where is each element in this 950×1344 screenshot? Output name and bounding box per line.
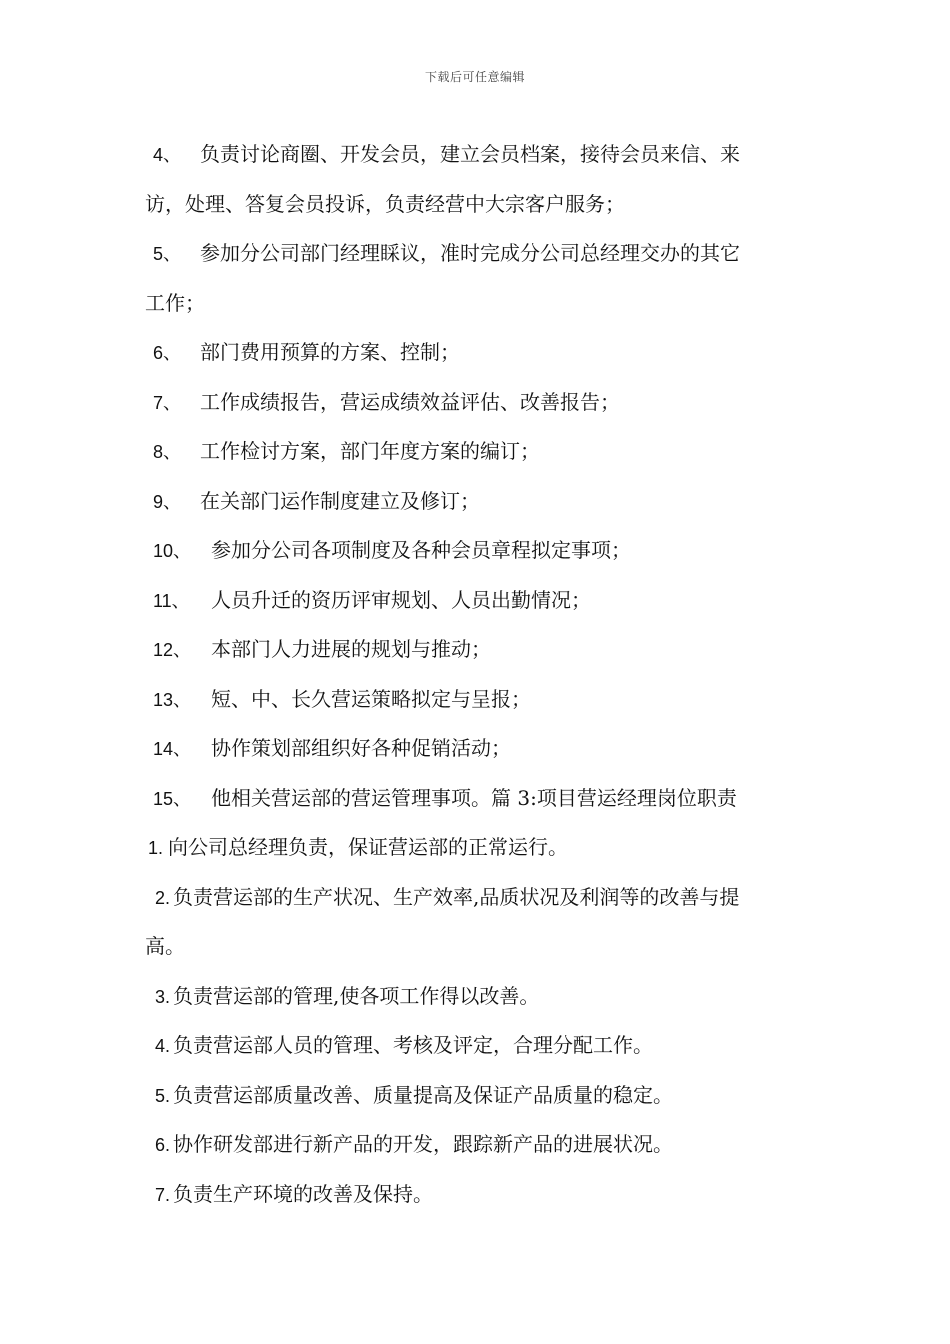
paragraph-line — [145, 1071, 813, 1121]
paragraph-line — [145, 1021, 813, 1071]
item-number: 12、 — [153, 640, 192, 660]
item-text: 负责营运部质量改善、质量提高及保证产品质量的稳定。 — [173, 1082, 673, 1107]
item-text: 协作研发部进行新产品的开发，跟踪新产品的进展状况。 — [173, 1132, 673, 1156]
item-number: 7. — [155, 1184, 171, 1205]
paragraph-line — [145, 823, 813, 873]
item-number: 13、 — [153, 689, 192, 710]
paragraph-line — [145, 922, 813, 972]
paragraph-line — [145, 130, 813, 180]
item-text: 工作成绩报告，营运成绩效益评估、改善报告； — [200, 389, 620, 414]
paragraph-line — [145, 1120, 813, 1170]
item-text: 人员升迁的资历评审规划、人员出勤情况； — [211, 587, 591, 612]
paragraph-line — [145, 229, 813, 279]
item-number: 6. — [155, 1135, 171, 1155]
paragraph-line — [145, 774, 813, 824]
paragraph-line — [145, 279, 813, 329]
item-text: 负责生产环境的改善及保持。 — [173, 1181, 433, 1206]
item-number: 7、 — [153, 392, 182, 413]
item-text: 他相关营运部的营运管理事项。篇 3:项目营运经理岗位职责 — [211, 785, 737, 810]
paragraph-line — [145, 576, 813, 626]
paragraph-line — [145, 477, 813, 527]
paragraph-line — [145, 526, 813, 576]
item-text: 短、中、长久营运策略拟定与呈报； — [211, 686, 531, 711]
item-number: 14、 — [153, 739, 192, 759]
item-number: 10、 — [153, 541, 192, 561]
item-text: 向公司总经理负责，保证营运部的正常运行。 — [168, 835, 568, 859]
item-text: 工作； — [145, 290, 205, 315]
paragraph-line — [145, 378, 813, 428]
paragraph-line — [145, 427, 813, 477]
item-text: 参加分公司部门经理睬议，准时完成分公司总经理交办的其它 — [200, 241, 740, 265]
document-body — [145, 130, 813, 1219]
paragraph-line — [145, 675, 813, 725]
item-number: 8、 — [153, 442, 182, 462]
page-header-note: 下载后可任意编辑 — [424, 70, 525, 84]
paragraph-line — [145, 724, 813, 774]
paragraph-line — [145, 972, 813, 1022]
paragraph-line — [145, 328, 813, 378]
item-text: 工作检讨方案，部门年度方案的编订； — [200, 439, 540, 463]
item-number: 4. — [155, 1036, 171, 1056]
paragraph-line — [145, 625, 813, 675]
item-number: 3. — [155, 986, 171, 1007]
paragraph-line — [145, 873, 813, 923]
item-text: 负责营运部的管理,使各项工作得以改善。 — [173, 983, 540, 1008]
item-number: 15、 — [153, 788, 192, 809]
item-text: 访，处理、答复会员投诉，负责经营中大宗客户服务； — [145, 191, 625, 216]
item-number: 1. — [148, 838, 164, 858]
item-number: 9、 — [153, 491, 182, 512]
item-text: 负责营运部人员的管理、考核及评定，合理分配工作。 — [173, 1033, 653, 1057]
item-text: 负责讨论商圈、开发会员，建立会员档案，接待会员来信、来 — [200, 142, 740, 166]
paragraph-line — [145, 1170, 813, 1220]
item-number: 5、 — [153, 244, 182, 264]
paragraph-line — [145, 180, 813, 230]
item-number: 6、 — [153, 343, 182, 363]
item-text: 部门费用预算的方案、控制； — [200, 340, 460, 364]
item-text: 负责营运部的生产状况、生产效率,品质状况及利润等的改善与提 — [173, 884, 740, 909]
item-number: 2. — [155, 887, 171, 908]
item-text: 高。 — [145, 934, 185, 958]
item-text: 协作策划部组织好各种促销活动； — [211, 736, 511, 760]
item-number: 11、 — [153, 590, 190, 611]
item-number: 4、 — [153, 145, 182, 165]
item-text: 参加分公司各项制度及各种会员章程拟定事项； — [211, 538, 631, 562]
item-number: 5. — [155, 1085, 171, 1106]
item-text: 在关部门运作制度建立及修订； — [200, 488, 480, 513]
item-text: 本部门人力进展的规划与推动； — [211, 637, 491, 661]
